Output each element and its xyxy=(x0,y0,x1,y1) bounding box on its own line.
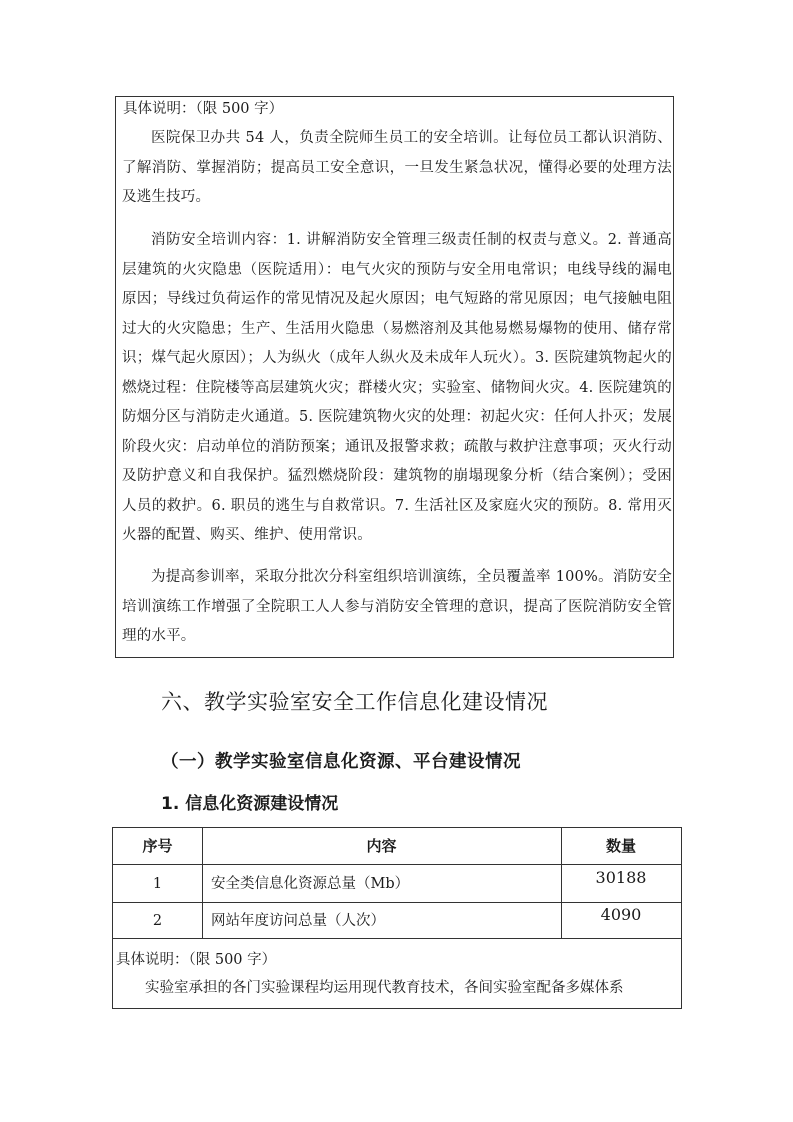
row-2-content: 网站年度访问总量（人次） xyxy=(211,913,385,929)
description-paragraph-2: 消防安全培训内容：1. 讲解消防安全管理三级责任制的权责与意义。2. 普通高层建筑的火灾隐患（医院适用）：电气火灾的预防与安全用电常识；电线导线的漏电原因；导线过负荷运作的常见情况及起火原因；电气短路的常见原因；电气接触电阻过大的火灾隐患；生产、生活用火隐患（易燃溶剂及其他易燃易爆物的使用、储存常识；煤气起火原因）；人为纵火（成年人纵火及未成年人玩火）。3. 医院建筑物起火的燃烧过程：住院楼等高层建筑火灾；群楼火灾；实验室、储物间火灾。4. 医院建筑的防烟分区与消防走火通道。5. 医院建筑物火灾的处理：初起火灾：任何人扑灭；发展阶段火灾：启动单位的消防预案；通讯及报警求救；疏散与救护注意事项；灭火行动及防护意义和自我保护。猛烈燃烧阶段：建筑物的崩塌现象分析（结合案例）；受困人员的救护。6. 职员的逃生与自救常识。7. 生活社区及家庭火灾的预防。8. 常用灭火器的配置、购买、维护、使用常识。 xyxy=(122,232,672,543)
row-1-qty: 30188 xyxy=(595,868,647,887)
info-resource-table xyxy=(112,827,682,1009)
section-heading: 六、教学实验室安全工作信息化建设情况 xyxy=(161,690,548,714)
header-no: 序号 xyxy=(142,837,173,855)
table-divider xyxy=(113,938,681,939)
header-content: 内容 xyxy=(366,837,397,855)
header-qty: 数量 xyxy=(605,837,636,855)
description-paragraph-3: 为提高参训率，采取分批次分科室组织培训演练，全员覆盖率 100%。消防安全培训演练工作增强了全院职工人人参与消防安全管理的意识，提高了医院消防安全管理的水平。 xyxy=(122,569,672,644)
subsection-heading: （一）教学实验室信息化资源、平台建设情况 xyxy=(161,752,521,772)
row-2-no: 2 xyxy=(152,913,163,929)
table-divider xyxy=(113,902,681,903)
description-paragraph-1: 医院保卫办共 54 人，负责全院师生员工的安全培训。让每位员工都认识消防、了解消防、掌握消防；提高员工安全意识，一旦发生紧急状况，懂得必要的处理方法及逃生技巧。 xyxy=(122,130,672,205)
safety-training-description-box xyxy=(115,96,674,658)
table-divider xyxy=(113,864,681,865)
row-2-qty: 4090 xyxy=(600,905,642,924)
table-explain-label: 具体说明：（限 500 字） xyxy=(116,952,277,968)
table-explain-text: 实验室承担的各门实验课程均运用现代教育技术，各间实验室配备多媒体系 xyxy=(145,980,624,996)
item-heading: 1. 信息化资源建设情况 xyxy=(161,794,339,814)
description-label: 具体说明：（限 500 字） xyxy=(123,101,284,117)
row-1-no: 1 xyxy=(152,876,163,892)
row-1-content: 安全类信息化资源总量（Mb） xyxy=(211,876,410,892)
